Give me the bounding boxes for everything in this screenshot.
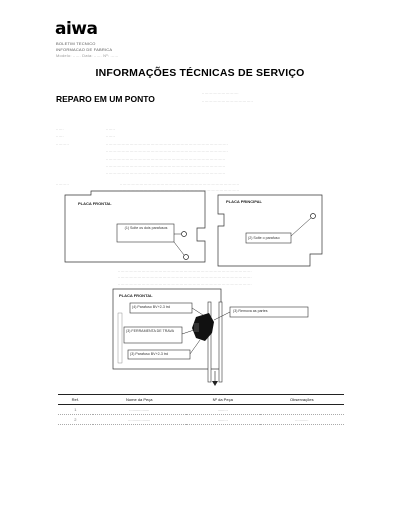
table-cell: .................... <box>93 415 186 425</box>
table-cell: ......... <box>186 405 260 415</box>
callout-part-text: (3) FERRAMENTA DE TRAVA <box>126 329 175 333</box>
main-board-callout: (2) Solte o parafuso <box>248 236 280 240</box>
header-part-name: Nome da Peça <box>93 395 186 405</box>
table-cell: ............ <box>260 415 344 425</box>
front-board-detail-label: PLACA FRONTAL <box>119 293 153 298</box>
field-label-1: ...... <box>56 126 64 131</box>
callout-3-text: (3) Remova as partes <box>233 309 268 313</box>
field-value-3b: ............................................................................................. <box>106 148 228 153</box>
front-board-label: PLACA FRONTAL <box>78 201 112 206</box>
table-cell: 1 <box>58 405 93 415</box>
callout-4-text: (4) Parafuso BV+2-3 trd <box>132 305 171 309</box>
field-value-3: ............................................................................................. <box>106 141 228 146</box>
table-cell: 2 <box>58 415 93 425</box>
subtitle-note-1: ............................ <box>202 90 239 95</box>
diagram2-intro-2: ...................................................................................................... <box>118 274 252 279</box>
header-meta-2: INFORMACAO DE FABRICA <box>56 47 113 52</box>
header-ref: Ref. <box>58 395 93 405</box>
subtitle-note-2: ....................................... <box>202 98 254 103</box>
diagram2-intro-3: ...................................................................................................... <box>118 281 252 286</box>
document-subtitle: REPARO EM UM PONTO <box>56 94 155 104</box>
front-board-callout: (1) Solte os dois parafusos <box>124 226 168 230</box>
field-value-3e: ........................................................................................... <box>106 170 226 175</box>
header-meta-1: BOLETIM TECNICO <box>56 41 96 46</box>
field-value-3d: ........................................................................................... <box>106 163 226 168</box>
table-row <box>58 405 344 415</box>
main-board-outline <box>218 195 322 266</box>
table-header-row <box>58 395 344 405</box>
header-notes: Observações <box>260 395 344 405</box>
document-title: INFORMAÇÕES TÉCNICAS DE SERVIÇO <box>95 67 305 79</box>
field-value-4b: ........................................................................................... <box>120 187 240 192</box>
table-cell: .................. <box>93 405 186 415</box>
callout-screw-text: (3) Parafuso BV+2-3 trd <box>130 352 169 356</box>
field-value-1: ....... <box>106 126 116 131</box>
table-cell: ......... <box>186 415 260 425</box>
field-label-2: ...... <box>56 133 64 138</box>
field-value-3c: ........................................................................................... <box>106 156 226 161</box>
screw-marker-1 <box>182 232 187 237</box>
aiwa-logo: aiwa <box>55 19 98 39</box>
parts-table <box>58 394 344 425</box>
field-label-3: .......... <box>56 141 70 146</box>
field-label-4: .......... <box>56 181 70 186</box>
diagram2-intro-1: ...................................................................................................... <box>118 268 252 273</box>
header-meta-3: Modelo: ...... Data: ...... Nº: ...... <box>56 53 119 58</box>
screw-marker-2 <box>184 255 189 260</box>
table-cell <box>260 405 344 415</box>
table-row <box>58 415 344 425</box>
field-value-2: ....... <box>106 133 116 138</box>
main-board-label: PLACA PRINCIPAL <box>226 199 262 204</box>
screw-marker-3 <box>311 214 316 219</box>
field-value-4: ........................................................................................... <box>120 181 240 186</box>
header-part-number: Nº da Peça <box>186 395 260 405</box>
